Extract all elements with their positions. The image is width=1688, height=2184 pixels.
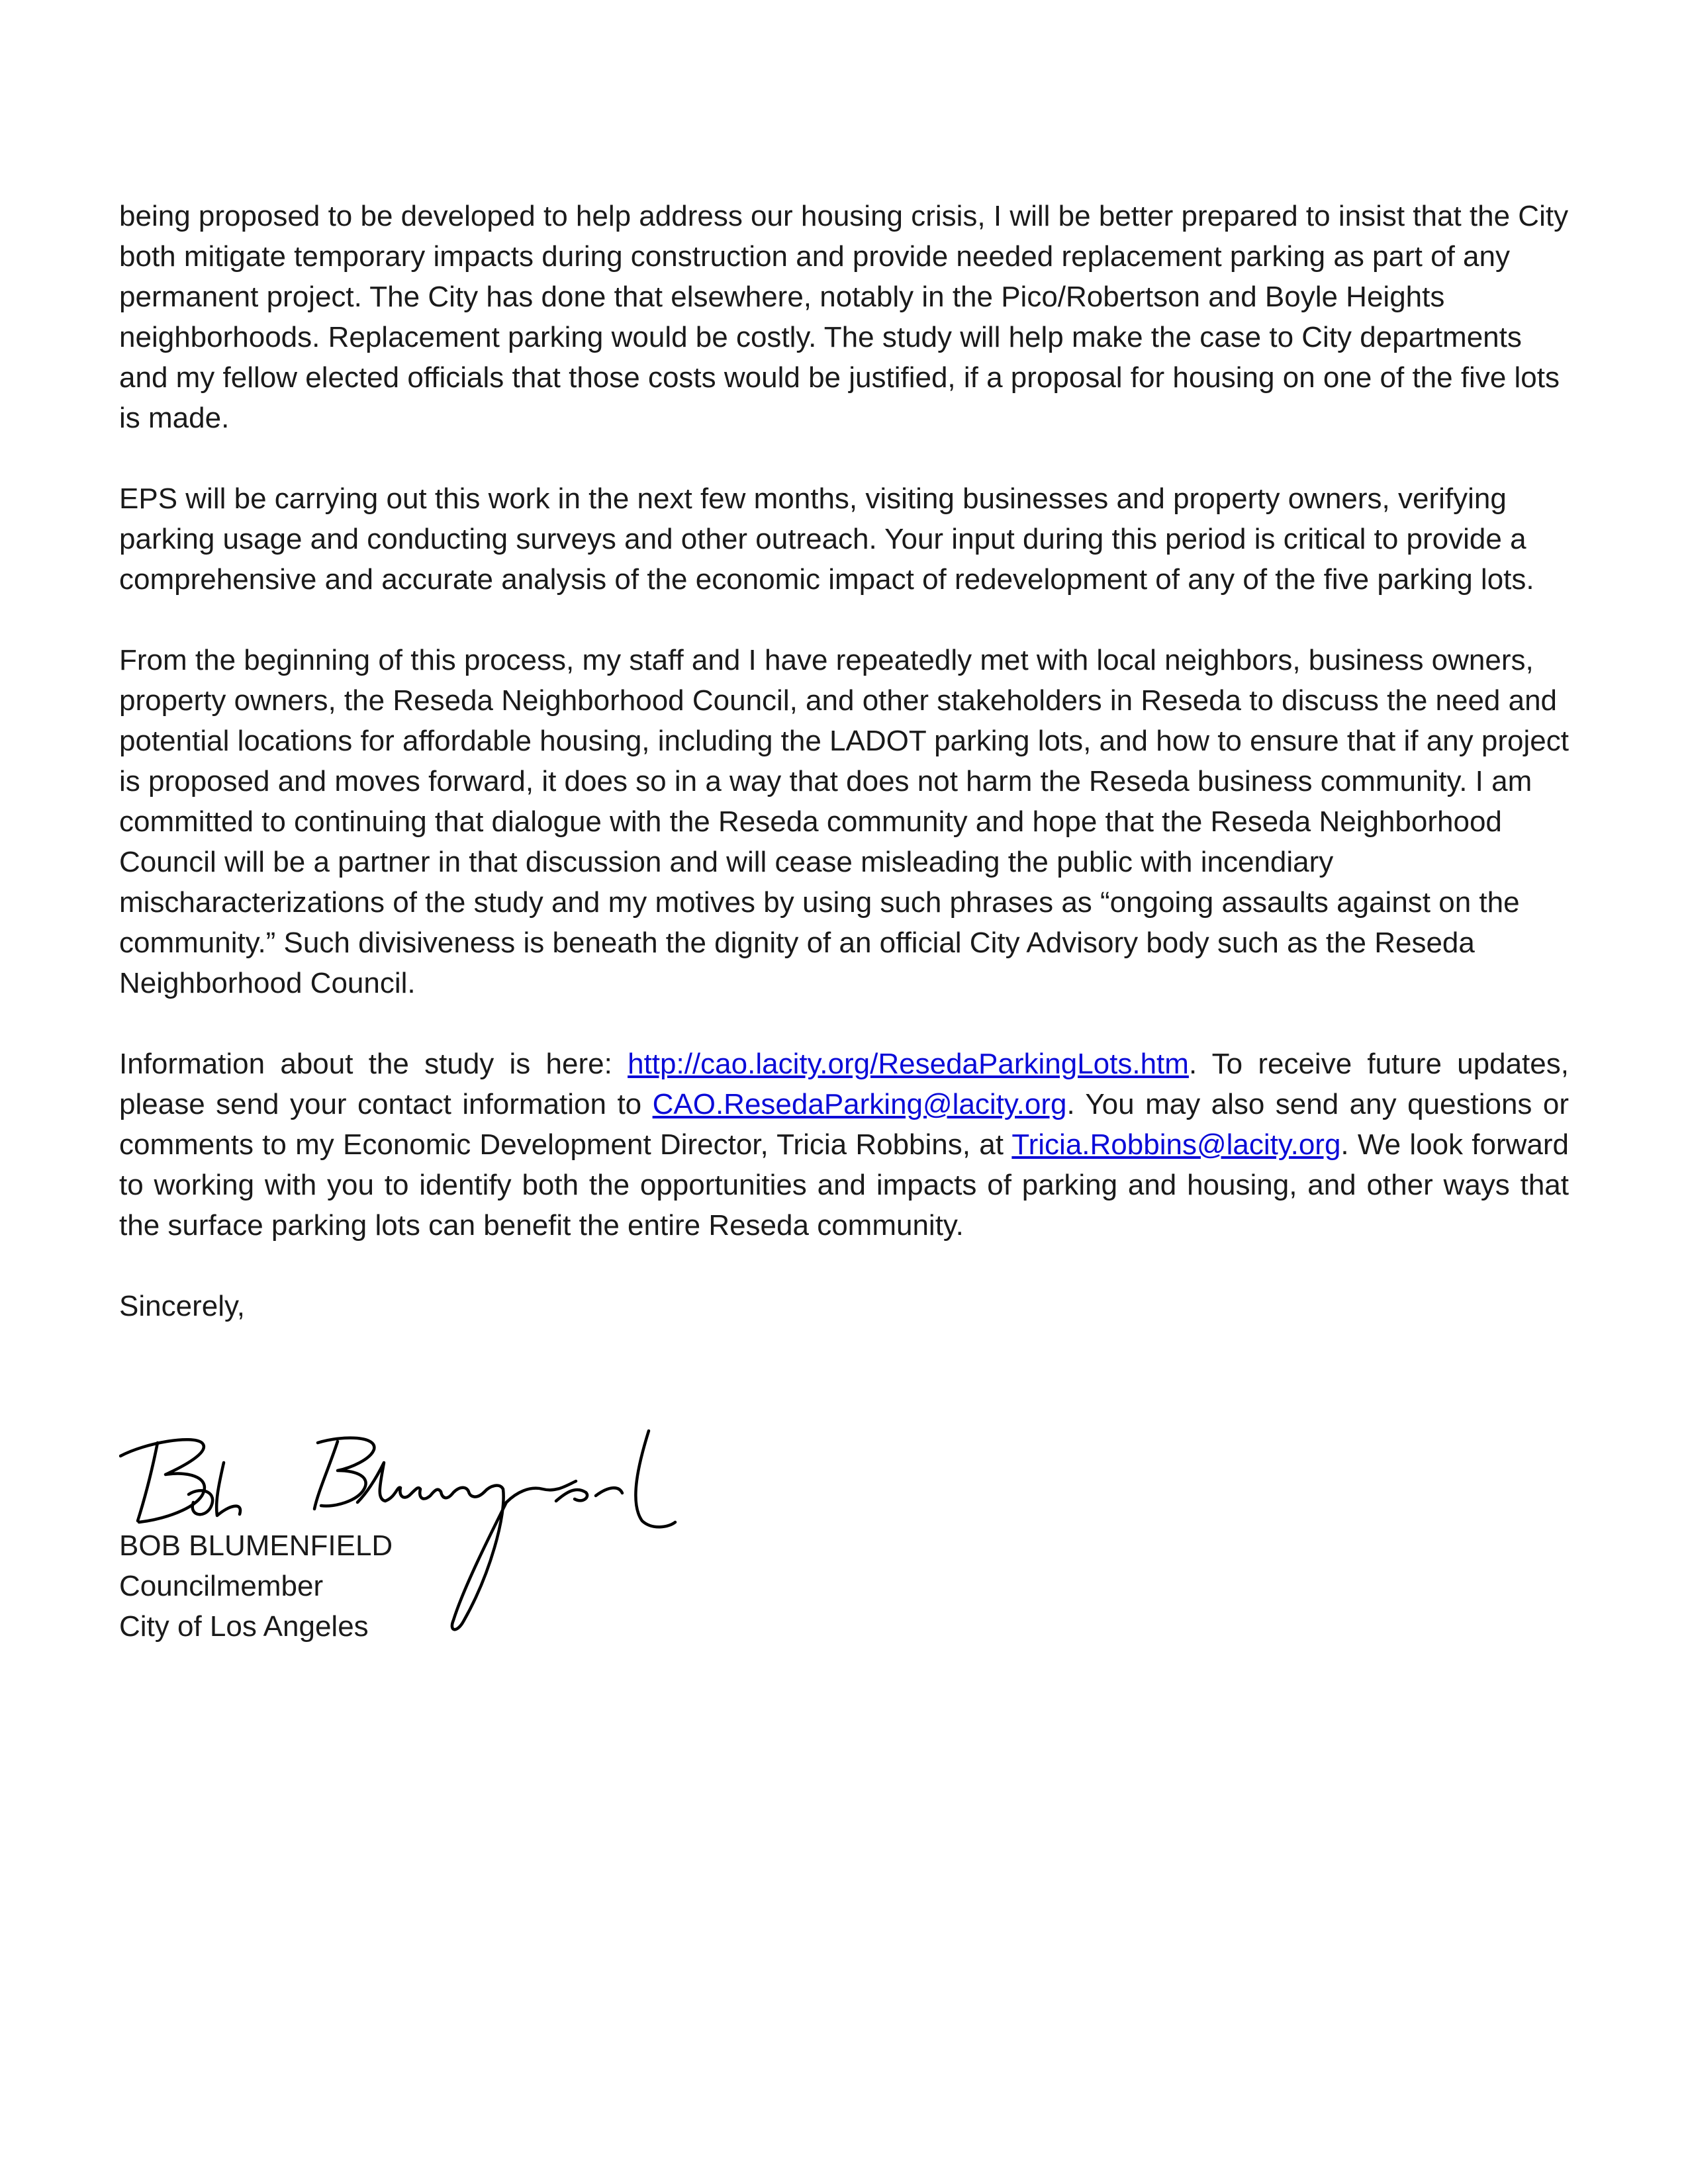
info-text-4: . We look forward to working with you to identify both the opportunities and impacts of parking and housing, and other ways that the surface parking lots can benefit the entire Reseda community. bbox=[119, 1128, 1569, 1242]
signer-name: BOB BLUMENFIELD bbox=[119, 1529, 393, 1562]
cao-email-link[interactable]: CAO.ResedaParking@lacity.org bbox=[652, 1088, 1067, 1120]
signature-block bbox=[119, 1423, 715, 1641]
robbins-email-link[interactable]: Tricia.Robbins@lacity.org bbox=[1011, 1128, 1341, 1161]
paragraph-study-info bbox=[119, 1044, 1569, 1246]
letter-body bbox=[119, 196, 1569, 1326]
signer-organization: City of Los Angeles bbox=[119, 1610, 369, 1643]
paragraph-eps-work: EPS will be carrying out this work in the next few months, visiting businesses and property owners, verifying parking usage and conducting surveys and other outreach. Your input during this period is critical to provide a comprehensive and accurate analysis of the economic impact of redevelopment of any of the five parking lots. bbox=[119, 482, 1534, 596]
paragraph-community-dialogue: From the beginning of this process, my staff and I have repeatedly met with local neighbors, business owners, property owners, the Reseda Neighborhood Council, and other stakeholders in Reseda to discuss the need and potential locations for affordable housing, including the LADOT parking lots, and how to ensure that if any project is proposed and moves forward, it does so in a way that does not harm the Reseda business community. I am committed to continuing that dialogue with the Reseda community and hope that the Reseda Neighborhood Council will be a partner in that discussion and will cease misleading the public with incendiary mischaracterizations of the study and my motives by using such phrases as “ongoing assaults against on the community.” Such divisiveness is beneath the dignity of an official City Advisory body such as the Reseda Neighborhood Council. bbox=[119, 644, 1569, 999]
info-text-2: . To receive future updates, please send your contact information to bbox=[119, 1048, 1569, 1120]
paragraph-parking-replacement: being proposed to be developed to help address our housing crisis, I will be better prepared to insist that the City both mitigate temporary impacts during construction and provide needed replacement parking as part of any permanent project. The City has done that elsewhere, notably in the Pico/Robertson and Boyle Heights neighborhoods. Replacement parking would be costly. The study will help make the case to City departments and my fellow elected officials that those costs would be justified, if a proposal for housing on one of the five lots is made. bbox=[119, 200, 1569, 434]
signature-lines bbox=[119, 1525, 393, 1647]
signer-title: Councilmember bbox=[119, 1570, 324, 1602]
study-link[interactable]: http://cao.lacity.org/ResedaParkingLots.htm bbox=[628, 1048, 1189, 1080]
closing: Sincerely, bbox=[119, 1290, 245, 1322]
info-text-3: . You may also send any questions or comments to my Economic Development Director, Tricia Robbins, at bbox=[119, 1088, 1569, 1161]
info-text-1: Information about the study is here: bbox=[119, 1048, 628, 1080]
